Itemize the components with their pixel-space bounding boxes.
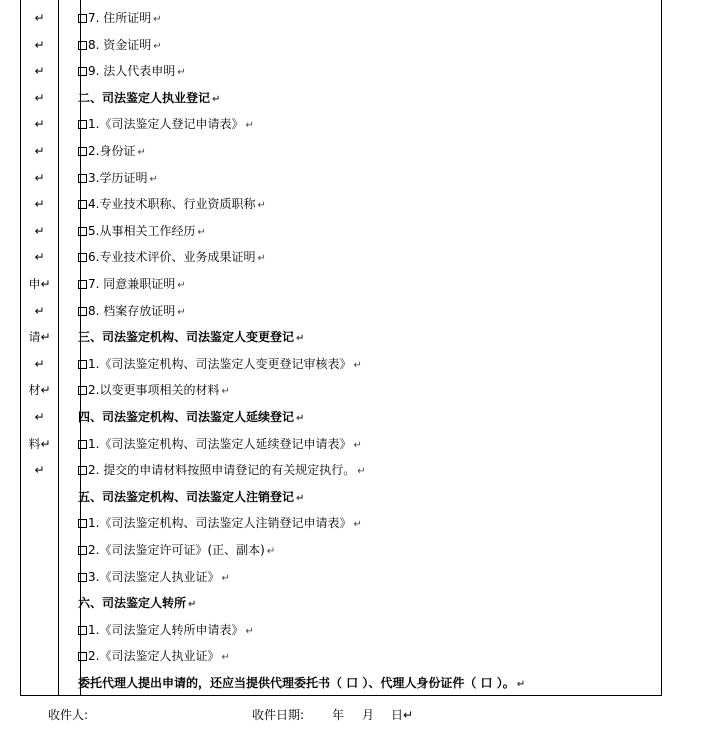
paragraph-mark-icon: ↵ xyxy=(212,93,221,105)
left-marker: ↵ xyxy=(34,223,45,238)
section-heading xyxy=(78,670,525,697)
date-month: 月 xyxy=(362,708,375,722)
paragraph-mark-icon: ↵ xyxy=(257,253,266,265)
left-marker: ↵ xyxy=(34,90,45,105)
left-marker: ↵ xyxy=(34,410,45,424)
item-text: 1.《司法鉴定机构、司法鉴定人延续登记申请表》 xyxy=(88,436,352,451)
checkbox[interactable] xyxy=(78,253,87,262)
paragraph-mark-icon: ↵ xyxy=(296,413,305,424)
item-text: 2. 提交的申请材料按照申请登记的有关规定执行。 xyxy=(88,463,356,478)
item-text: 2.《司法鉴定许可证》(正、副本) xyxy=(88,543,265,557)
left-marker: 材↵ xyxy=(28,383,51,398)
checklist-item xyxy=(78,165,158,192)
date-day: 日↵ xyxy=(391,708,414,722)
paragraph-mark-icon: ↵ xyxy=(177,280,186,291)
left-label-column xyxy=(21,0,58,695)
paragraph-mark-icon: ↵ xyxy=(221,572,230,584)
item-text: 6.专业技术评价、业务成果证明 xyxy=(88,250,256,265)
checkbox[interactable] xyxy=(78,41,87,50)
item-text: 3.学历证明 xyxy=(88,170,148,185)
checkbox[interactable] xyxy=(78,174,87,183)
left-marker: 料↵ xyxy=(28,436,51,451)
checkbox[interactable] xyxy=(78,147,87,156)
paragraph-mark-icon: ↵ xyxy=(296,333,305,345)
item-text: 1.《司法鉴定机构、司法鉴定人注销登记申请表》 xyxy=(88,516,352,531)
checkbox[interactable] xyxy=(78,360,87,369)
paragraph-mark-icon: ↵ xyxy=(137,147,146,158)
paragraph-mark-icon: ↵ xyxy=(153,40,162,52)
checklist-item xyxy=(78,111,254,138)
item-text: 1.《司法鉴定人登记申请表》 xyxy=(88,117,244,132)
checklist-item xyxy=(78,218,206,245)
item-text: 7. 同意兼职证明 xyxy=(88,277,176,291)
paragraph-mark-icon: ↵ xyxy=(296,492,305,504)
checklist-item xyxy=(78,431,362,458)
checkbox[interactable] xyxy=(78,626,87,635)
section-heading xyxy=(78,324,304,351)
checkbox[interactable] xyxy=(78,120,87,129)
item-text: 委托代理人提出申请的，还应当提供代理委托书（ 口 ）、代理人身份证件（ 口 ）。 xyxy=(78,676,515,690)
left-marker: ↵ xyxy=(34,303,45,318)
item-text: 3.《司法鉴定人执业证》 xyxy=(88,569,220,584)
left-marker: ↵ xyxy=(34,170,45,185)
left-marker: ↵ xyxy=(34,37,45,52)
checklist-item xyxy=(78,271,186,298)
paragraph-mark-icon: ↵ xyxy=(353,439,362,451)
paragraph-mark-icon: ↵ xyxy=(353,359,362,371)
left-marker: 申↵ xyxy=(28,277,51,291)
paragraph-mark-icon: ↵ xyxy=(245,120,254,132)
left-marker: ↵ xyxy=(34,250,45,265)
paragraph-mark-icon: ↵ xyxy=(221,386,230,398)
left-marker: 请↵ xyxy=(28,330,51,345)
paragraph-mark-icon: ↵ xyxy=(153,14,162,25)
checkbox[interactable] xyxy=(78,14,87,23)
checkbox[interactable] xyxy=(78,307,87,316)
checkbox[interactable] xyxy=(78,200,87,209)
checklist-item xyxy=(78,138,146,165)
item-text: 7. 住所证明 xyxy=(88,11,152,25)
checkbox[interactable] xyxy=(78,466,87,475)
section-heading xyxy=(78,484,304,511)
paragraph-mark-icon: ↵ xyxy=(188,599,197,611)
paragraph-mark-icon: ↵ xyxy=(353,519,362,531)
paragraph-mark-icon: ↵ xyxy=(266,546,276,557)
item-text: 六、司法鉴定人转所 xyxy=(78,596,187,611)
checkbox[interactable] xyxy=(78,519,87,528)
paragraph-mark-icon: ↵ xyxy=(197,226,206,238)
section-heading xyxy=(78,85,220,112)
paragraph-mark-icon: ↵ xyxy=(245,625,254,637)
checkbox[interactable] xyxy=(78,67,87,76)
checkbox[interactable] xyxy=(78,386,87,395)
checklist-item xyxy=(78,32,162,59)
receiver-label: 收件人: xyxy=(48,708,89,722)
checkbox[interactable] xyxy=(78,280,87,289)
left-marker: ↵ xyxy=(34,356,45,371)
checklist-item xyxy=(78,298,186,325)
checkbox[interactable] xyxy=(78,652,87,661)
paragraph-mark-icon: ↵ xyxy=(221,652,230,664)
left-marker: ↵ xyxy=(34,117,45,132)
left-marker: ↵ xyxy=(34,197,45,212)
checklist-item xyxy=(78,377,230,404)
checklist-item xyxy=(78,643,230,670)
checklist-item xyxy=(78,58,186,85)
item-text: 9. 法人代表申明 xyxy=(88,64,176,79)
checklist-item xyxy=(78,457,366,484)
paragraph-mark-icon: ↵ xyxy=(177,306,186,318)
checklist-item xyxy=(78,191,266,218)
left-marker: ↵ xyxy=(34,64,45,79)
checklist-item xyxy=(78,617,254,644)
item-text: 二、司法鉴定人执业登记 xyxy=(78,90,211,105)
left-marker: ↵ xyxy=(34,144,45,158)
item-text: 4.专业技术职称、行业资质职称 xyxy=(88,197,256,212)
section-heading xyxy=(78,590,196,617)
paragraph-mark-icon: ↵ xyxy=(177,67,186,79)
item-text: 2.身份证 xyxy=(88,144,136,158)
column-divider xyxy=(58,0,59,695)
checklist-item xyxy=(78,5,162,32)
receive-date-label: 收件日期: xyxy=(252,708,305,722)
item-text: 1.《司法鉴定人转所申请表》 xyxy=(88,622,244,637)
date-year: 年 xyxy=(332,708,345,722)
item-text: 8. 资金证明 xyxy=(88,37,152,52)
paragraph-mark-icon: ↵ xyxy=(149,173,158,185)
checkbox[interactable] xyxy=(78,546,87,555)
paragraph-mark-icon: ↵ xyxy=(357,466,366,478)
item-text: 四、司法鉴定机构、司法鉴定人延续登记 xyxy=(78,410,295,424)
item-text: 三、司法鉴定机构、司法鉴定人变更登记 xyxy=(78,330,295,345)
checklist-item xyxy=(78,537,275,564)
item-text: 5.从事相关工作经历 xyxy=(88,223,196,238)
checklist-item xyxy=(78,244,266,271)
checkbox[interactable] xyxy=(78,440,87,449)
left-marker: ↵ xyxy=(34,11,45,25)
left-marker: ↵ xyxy=(34,463,45,478)
checklist-item xyxy=(78,510,362,537)
section-heading xyxy=(78,404,304,431)
materials-table xyxy=(20,0,662,696)
item-text: 8. 档案存放证明 xyxy=(88,303,176,318)
item-text: 1.《司法鉴定机构、司法鉴定人变更登记审核表》 xyxy=(88,356,352,371)
checkbox[interactable] xyxy=(78,573,87,582)
checklist-item xyxy=(78,564,230,591)
checklist-item xyxy=(78,351,362,378)
item-text: 五、司法鉴定机构、司法鉴定人注销登记 xyxy=(78,489,295,504)
item-text: 2.以变更事项相关的材料 xyxy=(88,383,220,398)
item-text: 2.《司法鉴定人执业证》 xyxy=(88,649,220,664)
paragraph-mark-icon: ↵ xyxy=(257,200,266,212)
checkbox[interactable] xyxy=(78,227,87,236)
paragraph-mark-icon: ↵ xyxy=(516,679,526,690)
